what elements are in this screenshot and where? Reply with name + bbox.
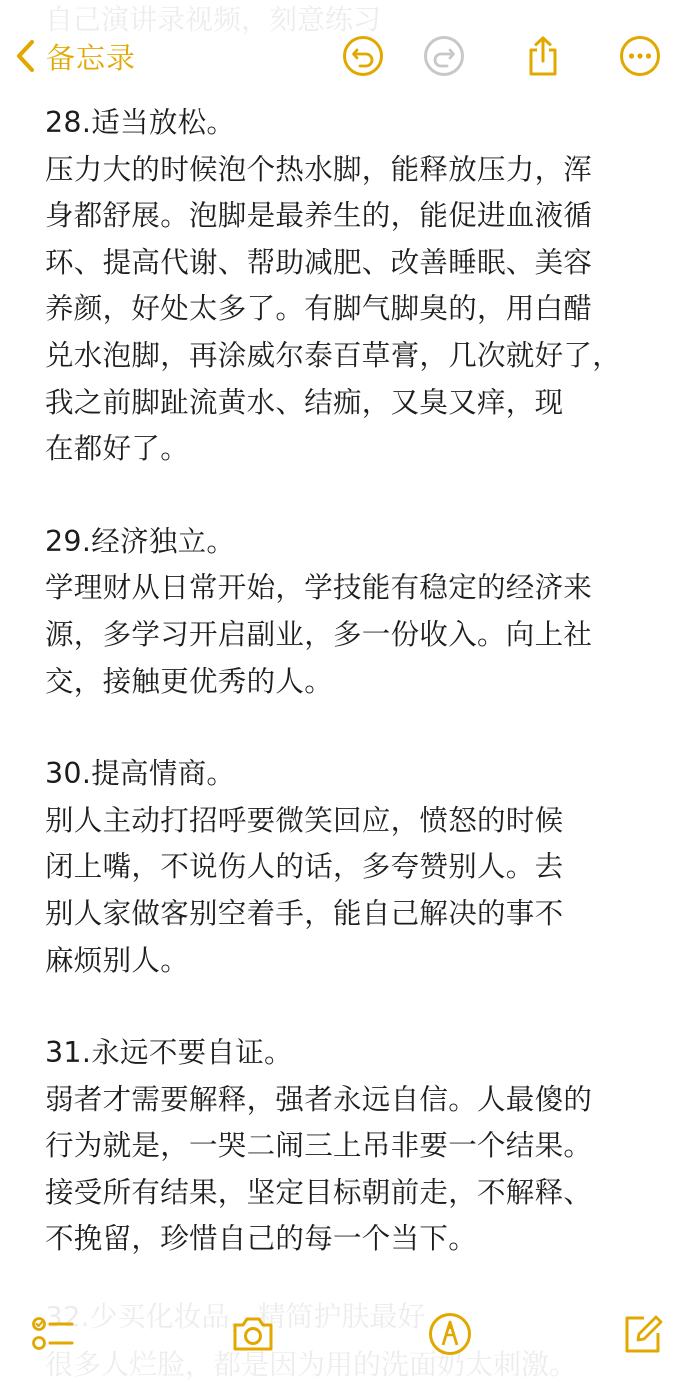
note-line: 我之前脚趾流黄水、结痂，又臭又痒，现 bbox=[45, 385, 564, 419]
note-line: 学理财从日常开始，学技能有稳定的经济来 bbox=[45, 571, 593, 605]
scrolled-text-top: 自己演讲录视频，刻意练习 bbox=[45, 3, 382, 36]
markup-button[interactable] bbox=[427, 1311, 473, 1357]
note-body[interactable] bbox=[45, 100, 655, 1263]
back-label: 备忘录 bbox=[46, 40, 137, 75]
note-line: 别人主动打招呼要微笑回应，愤怒的时候 bbox=[45, 803, 564, 837]
section-title: 29.经济独立。 bbox=[45, 524, 236, 558]
note-line: 不挽留，珍惜自己的每一个当下。 bbox=[45, 1222, 478, 1256]
note-line: 行为就是，一哭二闹三上吊非要一个结果。 bbox=[45, 1129, 593, 1163]
note-line: 弱者才需要解释，强者永远自信。人最傻的 bbox=[45, 1082, 593, 1116]
share-button[interactable] bbox=[522, 35, 564, 77]
note-line: 闭上嘴，不说伤人的话，多夸赞别人。去 bbox=[45, 850, 564, 884]
undo-button[interactable] bbox=[342, 35, 384, 77]
compose-button[interactable] bbox=[620, 1311, 666, 1357]
note-line: 身都舒展。泡脚是最养生的，能促进血液循 bbox=[45, 199, 593, 233]
note-section bbox=[45, 1030, 655, 1263]
section-title: 28.适当放松。 bbox=[45, 106, 236, 139]
section-title: 30.提高情商。 bbox=[45, 757, 236, 791]
note-line: 源，多学习开启副业，多一份收入。向上社 bbox=[45, 617, 593, 651]
share-icon bbox=[522, 35, 564, 77]
note-line: 环、提高代谢、帮助减肥、改善睡眠、美容 bbox=[45, 245, 593, 279]
note-line: 别人家做客别空着手，能自己解决的事不 bbox=[45, 896, 564, 930]
more-icon bbox=[619, 35, 661, 77]
note-section bbox=[45, 519, 655, 705]
compose-icon bbox=[620, 1311, 666, 1357]
note-line: 兑水泡脚，再涂威尔泰百草膏，几次就好了， bbox=[45, 338, 622, 372]
markup-pen-icon bbox=[427, 1311, 473, 1357]
checklist-icon bbox=[30, 1311, 76, 1357]
more-button[interactable] bbox=[619, 35, 661, 77]
camera-button[interactable] bbox=[230, 1311, 276, 1357]
redo-button[interactable] bbox=[423, 35, 465, 77]
bottom-toolbar bbox=[0, 1305, 690, 1365]
note-line: 接受所有结果，坚定目标朝前走，不解释、 bbox=[45, 1175, 593, 1209]
scrolled-text-bottom: 32.少买化妆品，精简护肤最好 bbox=[45, 1300, 426, 1333]
checklist-button[interactable] bbox=[30, 1311, 76, 1357]
undo-icon bbox=[342, 35, 384, 77]
note-line: 麻烦别人。 bbox=[45, 943, 190, 977]
redo-icon bbox=[423, 35, 465, 77]
note-line: 交，接触更优秀的人。 bbox=[45, 664, 334, 698]
scrolled-text-bottom: 很多人烂脸，都是因为用的洗面奶太刺激。 bbox=[45, 1348, 578, 1381]
note-line: 养颜，好处太多了。有脚气脚臭的，用白醋 bbox=[45, 292, 593, 326]
navigation-bar bbox=[0, 0, 690, 106]
chevron-left-icon bbox=[14, 39, 36, 73]
section-title: 31.永远不要自证。 bbox=[45, 1036, 293, 1070]
note-section bbox=[45, 751, 655, 984]
camera-icon bbox=[230, 1311, 276, 1357]
note-line: 在都好了。 bbox=[45, 432, 190, 466]
note-section bbox=[45, 100, 655, 473]
note-line: 压力大的时候泡个热水脚，能释放压力，浑 bbox=[45, 152, 593, 186]
back-button[interactable] bbox=[14, 36, 136, 76]
